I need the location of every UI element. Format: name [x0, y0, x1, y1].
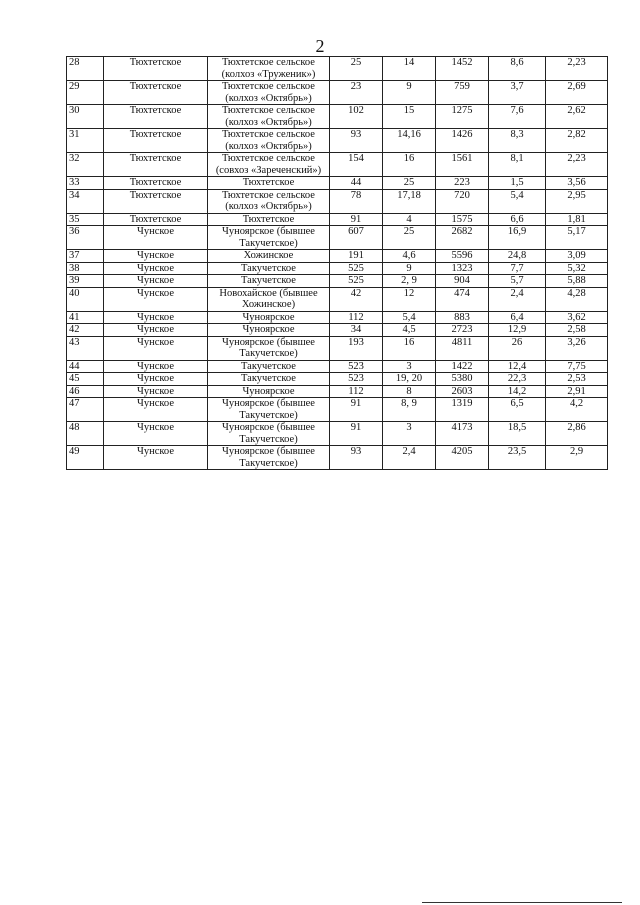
value-4-cell: 5,7 [489, 275, 546, 288]
row-number-cell: 46 [67, 385, 104, 398]
value-5-cell: 5,88 [546, 275, 608, 288]
value-2-cell: 14,16 [383, 129, 436, 153]
scan-edge-line [422, 902, 622, 903]
farm-line: Такучетское [241, 262, 296, 274]
raion-cell: Чунское [104, 446, 208, 470]
table-row [67, 324, 608, 337]
value-2-cell: 17,18 [383, 189, 436, 213]
farm-line: Тюхтетское сельское [222, 81, 315, 92]
row-number-cell: 30 [67, 105, 104, 129]
table-row [67, 189, 608, 213]
raion-cell: Тюхтетское [104, 57, 208, 81]
farm-line: (колхоз «Октябрь») [225, 116, 312, 128]
value-3-cell: 759 [436, 81, 489, 105]
farm-cell [208, 57, 330, 81]
row-number-cell: 37 [67, 250, 104, 263]
farm-line: Такучетское [241, 360, 296, 372]
value-4-cell: 22,3 [489, 373, 546, 386]
value-3-cell: 1323 [436, 262, 489, 275]
farm-line: Чуноярское (бывшее [222, 336, 315, 348]
value-2-cell: 2, 9 [383, 275, 436, 288]
value-1-cell: 25 [330, 57, 383, 81]
table-row [67, 226, 608, 250]
value-3-cell: 474 [436, 287, 489, 311]
raion-cell: Чунское [104, 324, 208, 337]
value-4-cell: 7,7 [489, 262, 546, 275]
value-2-cell: 25 [383, 226, 436, 250]
farm-line: Такучетское) [239, 457, 298, 469]
value-4-cell: 6,5 [489, 398, 546, 422]
value-1-cell: 525 [330, 262, 383, 275]
value-5-cell: 3,56 [546, 177, 608, 190]
farm-line: Чуноярское [242, 311, 295, 323]
table-row [67, 262, 608, 275]
value-5-cell: 3,62 [546, 311, 608, 324]
value-1-cell: 23 [330, 81, 383, 105]
value-4-cell: 24,8 [489, 250, 546, 263]
raion-cell: Чунское [104, 250, 208, 263]
value-3-cell: 1422 [436, 360, 489, 373]
table-row [67, 422, 608, 446]
value-2-cell: 16 [383, 336, 436, 360]
farm-cell [208, 226, 330, 250]
row-number-cell: 44 [67, 360, 104, 373]
farm-line: Чуноярское (бывшее [222, 446, 315, 457]
value-4-cell: 14,2 [489, 385, 546, 398]
value-3-cell: 2603 [436, 385, 489, 398]
farm-line: (колхоз «Октябрь») [225, 201, 312, 212]
value-3-cell: 223 [436, 177, 489, 190]
value-4-cell: 12,4 [489, 360, 546, 373]
value-1-cell: 91 [330, 213, 383, 226]
value-5-cell: 2,91 [546, 385, 608, 398]
farm-line: (совхоз «Зареченский») [215, 164, 322, 176]
table-row [67, 373, 608, 386]
table-row [67, 81, 608, 105]
farm-cell [208, 373, 330, 386]
farm-cell [208, 422, 330, 446]
farm-cell [208, 189, 330, 213]
row-number-cell: 34 [67, 189, 104, 213]
table-row [67, 129, 608, 153]
farm-cell [208, 398, 330, 422]
row-number-cell: 45 [67, 373, 104, 386]
value-3-cell: 4173 [436, 422, 489, 446]
value-3-cell: 1452 [436, 57, 489, 81]
value-1-cell: 191 [330, 250, 383, 263]
raion-cell: Тюхтетское [104, 81, 208, 105]
value-1-cell: 102 [330, 105, 383, 129]
value-4-cell: 8,6 [489, 57, 546, 81]
value-4-cell: 5,4 [489, 189, 546, 213]
raion-cell: Тюхтетское [104, 189, 208, 213]
farm-cell [208, 336, 330, 360]
value-1-cell: 93 [330, 446, 383, 470]
value-5-cell: 3,26 [546, 336, 608, 360]
value-4-cell: 3,7 [489, 81, 546, 105]
data-table [66, 56, 608, 470]
raion-cell: Тюхтетское [104, 129, 208, 153]
value-2-cell: 5,4 [383, 311, 436, 324]
farm-line: Новохайское (бывшее [219, 287, 318, 299]
value-1-cell: 93 [330, 129, 383, 153]
value-1-cell: 193 [330, 336, 383, 360]
value-5-cell: 1,81 [546, 213, 608, 226]
farm-line: Тюхтетское сельское [222, 105, 315, 116]
table-row [67, 250, 608, 263]
farm-cell [208, 177, 330, 190]
raion-cell: Тюхтетское [104, 213, 208, 226]
raion-cell: Чунское [104, 311, 208, 324]
value-5-cell: 4,28 [546, 287, 608, 311]
raion-cell: Чунское [104, 275, 208, 288]
value-2-cell: 2,4 [383, 446, 436, 470]
row-number-cell: 29 [67, 81, 104, 105]
value-5-cell: 5,32 [546, 262, 608, 275]
farm-line: Хожинское) [241, 299, 296, 310]
farm-line: Чуноярское (бывшее [222, 398, 315, 409]
raion-cell: Чунское [104, 336, 208, 360]
value-2-cell: 4,5 [383, 324, 436, 337]
farm-line: Такучетское [241, 373, 296, 384]
farm-line: Чуноярское (бывшее [222, 422, 315, 433]
farm-line: Тюхтетское сельское [222, 57, 315, 68]
farm-line: Такучетское) [239, 409, 298, 421]
value-5-cell: 2,9 [546, 446, 608, 470]
farm-line: Такучетское) [239, 433, 298, 445]
farm-cell [208, 385, 330, 398]
raion-cell: Чунское [104, 360, 208, 373]
value-5-cell: 2,53 [546, 373, 608, 386]
value-3-cell: 4205 [436, 446, 489, 470]
raion-cell: Чунское [104, 226, 208, 250]
farm-line: Такучетское [241, 275, 296, 286]
value-2-cell: 14 [383, 57, 436, 81]
value-5-cell: 2,23 [546, 153, 608, 177]
value-4-cell: 8,1 [489, 153, 546, 177]
value-1-cell: 607 [330, 226, 383, 250]
value-3-cell: 1319 [436, 398, 489, 422]
value-4-cell: 12,9 [489, 324, 546, 337]
table-row [67, 385, 608, 398]
value-2-cell: 16 [383, 153, 436, 177]
farm-cell [208, 275, 330, 288]
value-2-cell: 12 [383, 287, 436, 311]
farm-cell [208, 311, 330, 324]
value-5-cell: 5,17 [546, 226, 608, 250]
farm-cell [208, 153, 330, 177]
farm-line: Тюхтетское сельское [222, 129, 315, 140]
value-4-cell: 8,3 [489, 129, 546, 153]
farm-line: Такучетское) [239, 237, 298, 249]
raion-cell: Тюхтетское [104, 105, 208, 129]
value-5-cell: 2,82 [546, 129, 608, 153]
farm-line: Хожинское [243, 250, 294, 261]
farm-line: (колхоз «Октябрь») [225, 140, 312, 152]
farm-cell [208, 129, 330, 153]
row-number-cell: 40 [67, 287, 104, 311]
table-row [67, 105, 608, 129]
value-2-cell: 8 [383, 385, 436, 398]
table-row [67, 398, 608, 422]
row-number-cell: 36 [67, 226, 104, 250]
page-number: 2 [315, 36, 325, 56]
value-2-cell: 19, 20 [383, 373, 436, 386]
farm-cell [208, 213, 330, 226]
value-2-cell: 3 [383, 360, 436, 373]
value-3-cell: 720 [436, 189, 489, 213]
value-2-cell: 9 [383, 81, 436, 105]
raion-cell: Чунское [104, 373, 208, 386]
farm-line: Тюхтетское [242, 177, 295, 188]
value-4-cell: 23,5 [489, 446, 546, 470]
table-row [67, 153, 608, 177]
value-4-cell: 2,4 [489, 287, 546, 311]
value-3-cell: 2723 [436, 324, 489, 337]
value-2-cell: 25 [383, 177, 436, 190]
value-4-cell: 26 [489, 336, 546, 360]
value-2-cell: 4,6 [383, 250, 436, 263]
farm-line: Такучетское) [239, 348, 298, 359]
raion-cell: Тюхтетское [104, 177, 208, 190]
row-number-cell: 33 [67, 177, 104, 190]
value-5-cell: 2,58 [546, 324, 608, 337]
farm-cell [208, 250, 330, 263]
row-number-cell: 47 [67, 398, 104, 422]
raion-cell: Чунское [104, 385, 208, 398]
value-5-cell: 3,09 [546, 250, 608, 263]
value-2-cell: 3 [383, 422, 436, 446]
value-3-cell: 1426 [436, 129, 489, 153]
table-row [67, 213, 608, 226]
table-row [67, 336, 608, 360]
value-3-cell: 4811 [436, 336, 489, 360]
value-3-cell: 2682 [436, 226, 489, 250]
value-3-cell: 5596 [436, 250, 489, 263]
value-1-cell: 78 [330, 189, 383, 213]
table-row [67, 287, 608, 311]
value-3-cell: 1575 [436, 213, 489, 226]
row-number-cell: 32 [67, 153, 104, 177]
row-number-cell: 28 [67, 57, 104, 81]
value-3-cell: 1561 [436, 153, 489, 177]
value-5-cell: 7,75 [546, 360, 608, 373]
value-4-cell: 16,9 [489, 226, 546, 250]
table-row [67, 311, 608, 324]
value-1-cell: 91 [330, 422, 383, 446]
value-2-cell: 9 [383, 262, 436, 275]
farm-cell [208, 105, 330, 129]
farm-line: (колхоз «Труженик») [221, 68, 316, 80]
farm-line: Тюхтетское [242, 213, 295, 225]
farm-cell [208, 262, 330, 275]
value-5-cell: 2,62 [546, 105, 608, 129]
raion-cell: Тюхтетское [104, 153, 208, 177]
value-1-cell: 42 [330, 287, 383, 311]
value-1-cell: 525 [330, 275, 383, 288]
value-1-cell: 523 [330, 373, 383, 386]
farm-line: Чуноярское [242, 324, 295, 335]
row-number-cell: 38 [67, 262, 104, 275]
value-5-cell: 2,86 [546, 422, 608, 446]
row-number-cell: 43 [67, 336, 104, 360]
value-2-cell: 8, 9 [383, 398, 436, 422]
value-1-cell: 91 [330, 398, 383, 422]
value-4-cell: 6,6 [489, 213, 546, 226]
value-4-cell: 1,5 [489, 177, 546, 190]
row-number-cell: 39 [67, 275, 104, 288]
value-1-cell: 154 [330, 153, 383, 177]
value-5-cell: 2,69 [546, 81, 608, 105]
row-number-cell: 49 [67, 446, 104, 470]
value-1-cell: 112 [330, 385, 383, 398]
value-2-cell: 4 [383, 213, 436, 226]
table-row [67, 446, 608, 470]
row-number-cell: 35 [67, 213, 104, 226]
table-row [67, 275, 608, 288]
row-number-cell: 31 [67, 129, 104, 153]
value-4-cell: 18,5 [489, 422, 546, 446]
value-2-cell: 15 [383, 105, 436, 129]
farm-line: Тюхтетское сельское [222, 189, 315, 201]
value-1-cell: 34 [330, 324, 383, 337]
value-1-cell: 112 [330, 311, 383, 324]
farm-line: (колхоз «Октябрь») [225, 92, 312, 104]
table-row [67, 57, 608, 81]
value-3-cell: 904 [436, 275, 489, 288]
value-4-cell: 6,4 [489, 311, 546, 324]
farm-cell [208, 324, 330, 337]
value-5-cell: 4,2 [546, 398, 608, 422]
farm-cell [208, 81, 330, 105]
value-5-cell: 2,23 [546, 57, 608, 81]
value-3-cell: 1275 [436, 105, 489, 129]
raion-cell: Чунское [104, 422, 208, 446]
raion-cell: Чунское [104, 398, 208, 422]
farm-line: Чуноярское (бывшее [222, 226, 315, 237]
table-row [67, 177, 608, 190]
value-3-cell: 5380 [436, 373, 489, 386]
value-1-cell: 523 [330, 360, 383, 373]
table-row [67, 360, 608, 373]
farm-cell [208, 360, 330, 373]
row-number-cell: 48 [67, 422, 104, 446]
row-number-cell: 41 [67, 311, 104, 324]
value-3-cell: 883 [436, 311, 489, 324]
raion-cell: Чунское [104, 262, 208, 275]
value-1-cell: 44 [330, 177, 383, 190]
farm-line: Тюхтетское сельское [222, 153, 315, 164]
raion-cell: Чунское [104, 287, 208, 311]
value-5-cell: 2,95 [546, 189, 608, 213]
value-4-cell: 7,6 [489, 105, 546, 129]
farm-cell [208, 287, 330, 311]
farm-cell [208, 446, 330, 470]
farm-line: Чуноярское [242, 385, 295, 397]
row-number-cell: 42 [67, 324, 104, 337]
